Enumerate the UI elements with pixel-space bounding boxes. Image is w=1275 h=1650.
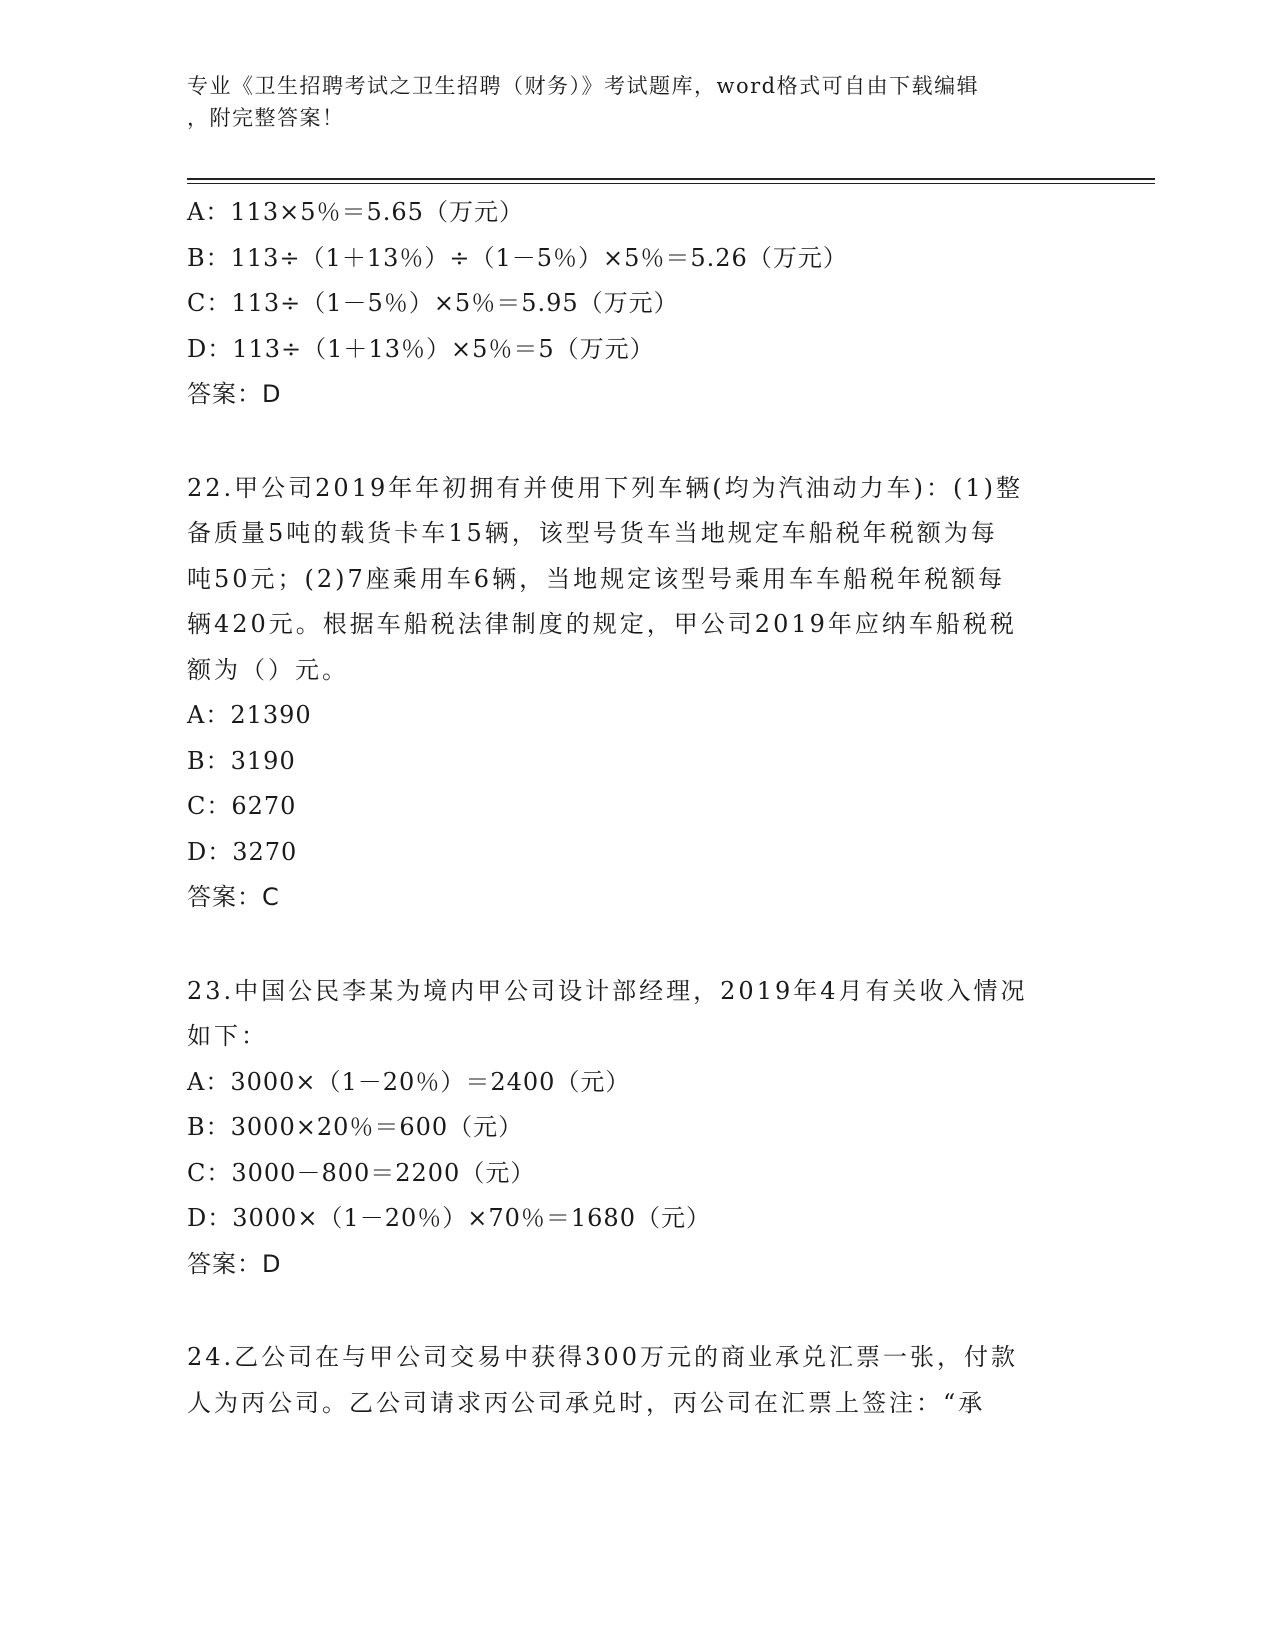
question-text-line: 23.中国公民李某为境内甲公司设计部经理，2019年4月有关收入情况: [187, 976, 1028, 1005]
option-d: D：3270: [187, 837, 298, 866]
spacer: [187, 1287, 1087, 1335]
option-b: B：113÷（1＋13％）÷（1－5％）×5％＝5.26（万元）: [187, 243, 848, 272]
option-a: A：113×5％＝5.65（万元）: [187, 198, 524, 226]
question-text-line: 额为（）元。: [187, 655, 349, 684]
question-content: [187, 190, 1087, 1426]
option-d: D：113÷（1＋13％）×5％＝5（万元）: [187, 334, 655, 363]
question-text-line: 22.甲公司2019年年初拥有并使用下列车辆(均为汽油动力车)：(1)整: [187, 473, 1023, 502]
header-divider-thick: [187, 178, 1155, 180]
header-divider-thin: [187, 183, 1155, 184]
option-c: C：3000－800＝2200（元）: [187, 1158, 536, 1187]
spacer: [187, 921, 1087, 969]
option-c: C：113÷（1－5％）×5％＝5.95（万元）: [187, 289, 679, 317]
answer: 答案：C: [187, 883, 280, 911]
header-line-1: 专业《卫生招聘考试之卫生招聘（财务）》考试题库，word格式可自由下载编辑: [187, 74, 980, 98]
option-a: A：21390: [187, 701, 312, 729]
question-text-line: 如下：: [187, 1022, 268, 1050]
question-text-line: 24.乙公司在与甲公司交易中获得300万元的商业承兑汇票一张，付款: [187, 1343, 1018, 1371]
question-text-line: 备质量5吨的载货卡车15辆，该型号货车当地规定车船税年税额为每: [187, 519, 998, 547]
answer: 答案：D: [187, 1249, 282, 1278]
question-24: [187, 1335, 1087, 1426]
option-a: A：3000×（1－20％）＝2400（元）: [187, 1067, 631, 1096]
question-21-options: [187, 190, 1087, 418]
option-d: D：3000×（1－20％）×70％＝1680（元）: [187, 1204, 711, 1232]
option-b: B：3190: [187, 746, 296, 775]
question-22: [187, 466, 1087, 921]
document-header: [187, 70, 1067, 134]
header-line-2: ，附完整答案！: [187, 106, 345, 130]
spacer: [187, 418, 1087, 466]
answer: 答案：D: [187, 380, 282, 408]
option-c: C：6270: [187, 792, 297, 820]
question-23: [187, 969, 1087, 1288]
question-text-line: 吨50元；(2)7座乘用车6辆，当地规定该型号乘用车车船税年税额每: [187, 564, 1006, 593]
question-text-line: 辆420元。根据车船税法律制度的规定，甲公司2019年应纳车船税税: [187, 610, 1017, 638]
option-b: B：3000×20％＝600（元）: [187, 1113, 524, 1141]
question-text-line: 人为丙公司。乙公司请求丙公司承兑时，丙公司在汇票上签注：“承: [187, 1388, 986, 1417]
